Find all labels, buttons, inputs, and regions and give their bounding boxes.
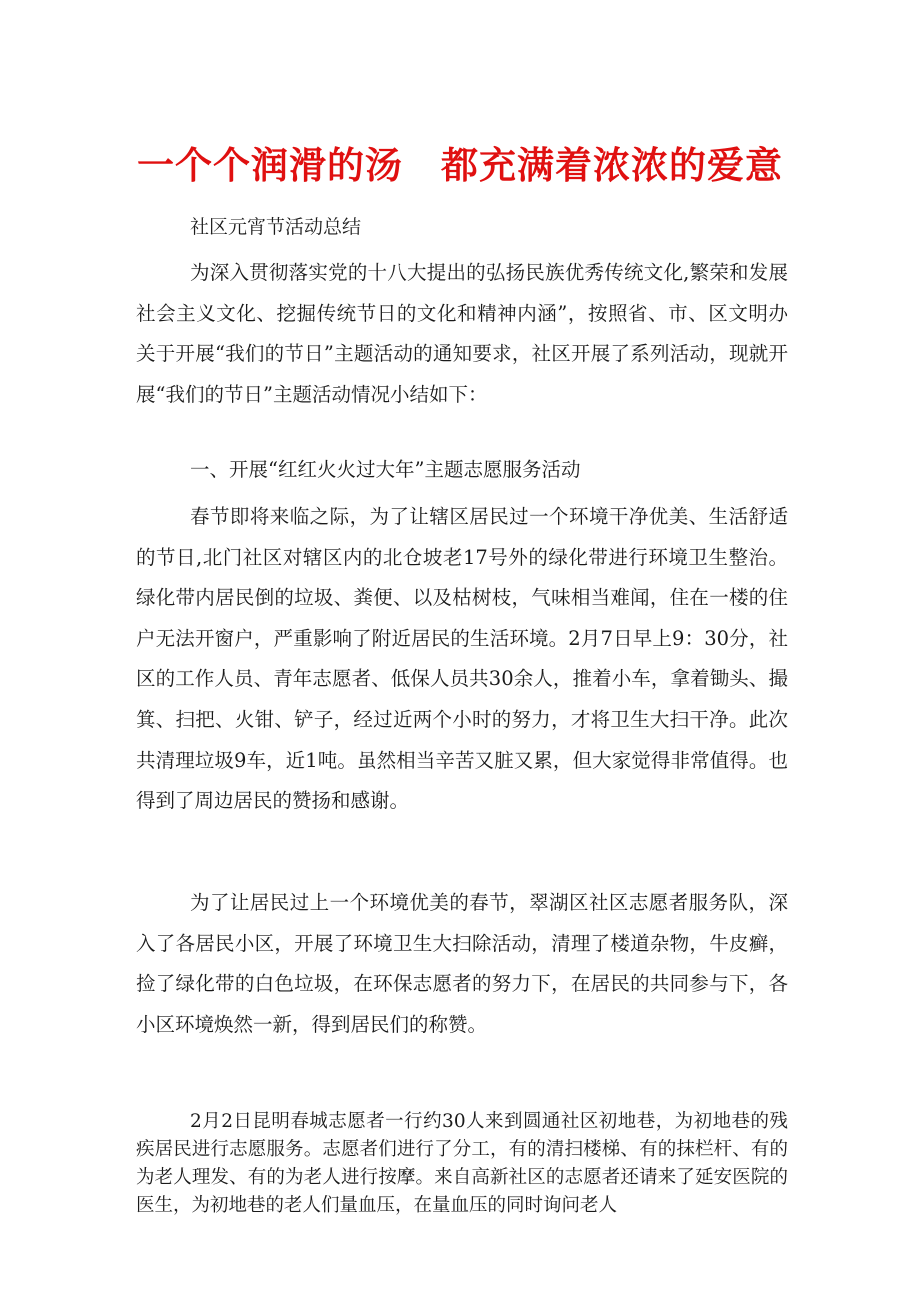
page-title: 一个个润滑的汤 都充满着浓浓的爱意 — [137, 144, 783, 187]
intro-paragraph: 为深入贯彻落实党的十八大提出的弘扬民族优秀传统文化,繁荣和发展社会主义文化、挖掘传统节日的文化和精神内涵”，按照省、市、区文明办关于开展“我们的节日”主题活动的通知要求，社区开展了系列活动，现就开展“我们的节日”主题活动情况小结如下： — [136, 261, 788, 406]
section-heading: 一、开展“红红火火过大年”主题志愿服务活动 — [190, 458, 581, 481]
body-paragraph-1: 春节即将来临之际，为了让辖区居民过一个环境干净优美、生活舒适的节日,北门社区对辖区内的北仓坡老17号外的绿化带进行环境卫生整治。绿化带内居民倒的垃圾、粪便、以及枯树枝，气味相当难闻，住在一楼的住户无法开窗户，严重影响了附近居民的生活环境。2月7日早上9：30分，社区的工作人员、青年志愿者、低保人员共30余人，推着小车，拿着锄头、撮箕、扫把、火钳、铲子，经过近两个小时的努力，才将卫生大扫干净。此次共清理垃圾9车，近1吨。虽然相当辛苦又脏又累，但大家觉得非常值得。也得到了周边居民的赞扬和感谢。 — [136, 505, 788, 813]
body-paragraph-3: 2月2日昆明春城志愿者一行约30人来到圆通社区初地巷，为初地巷的残疾居民进行志愿服务。志愿者们进行了分工，有的清扫楼梯、有的抹栏杆、有的为老人理发、有的为老人进行按摩。来自高新社区的志愿者还请来了延安医院的医生，为初地巷的老人们量血压，在量血压的同时询问老人 — [136, 1111, 788, 1216]
body-paragraph-2: 为了让居民过上一个环境优美的春节，翠湖区社区志愿者服务队，深入了各居民小区，开展了环境卫生大扫除活动，清理了楼道杂物，牛皮癣，捡了绿化带的白色垃圾，在环保志愿者的努力下，在居民的共同参与下，各小区环境焕然一新，得到居民们的称赞。 — [136, 891, 788, 1036]
document-subtitle: 社区元宵节活动总结 — [190, 216, 362, 238]
